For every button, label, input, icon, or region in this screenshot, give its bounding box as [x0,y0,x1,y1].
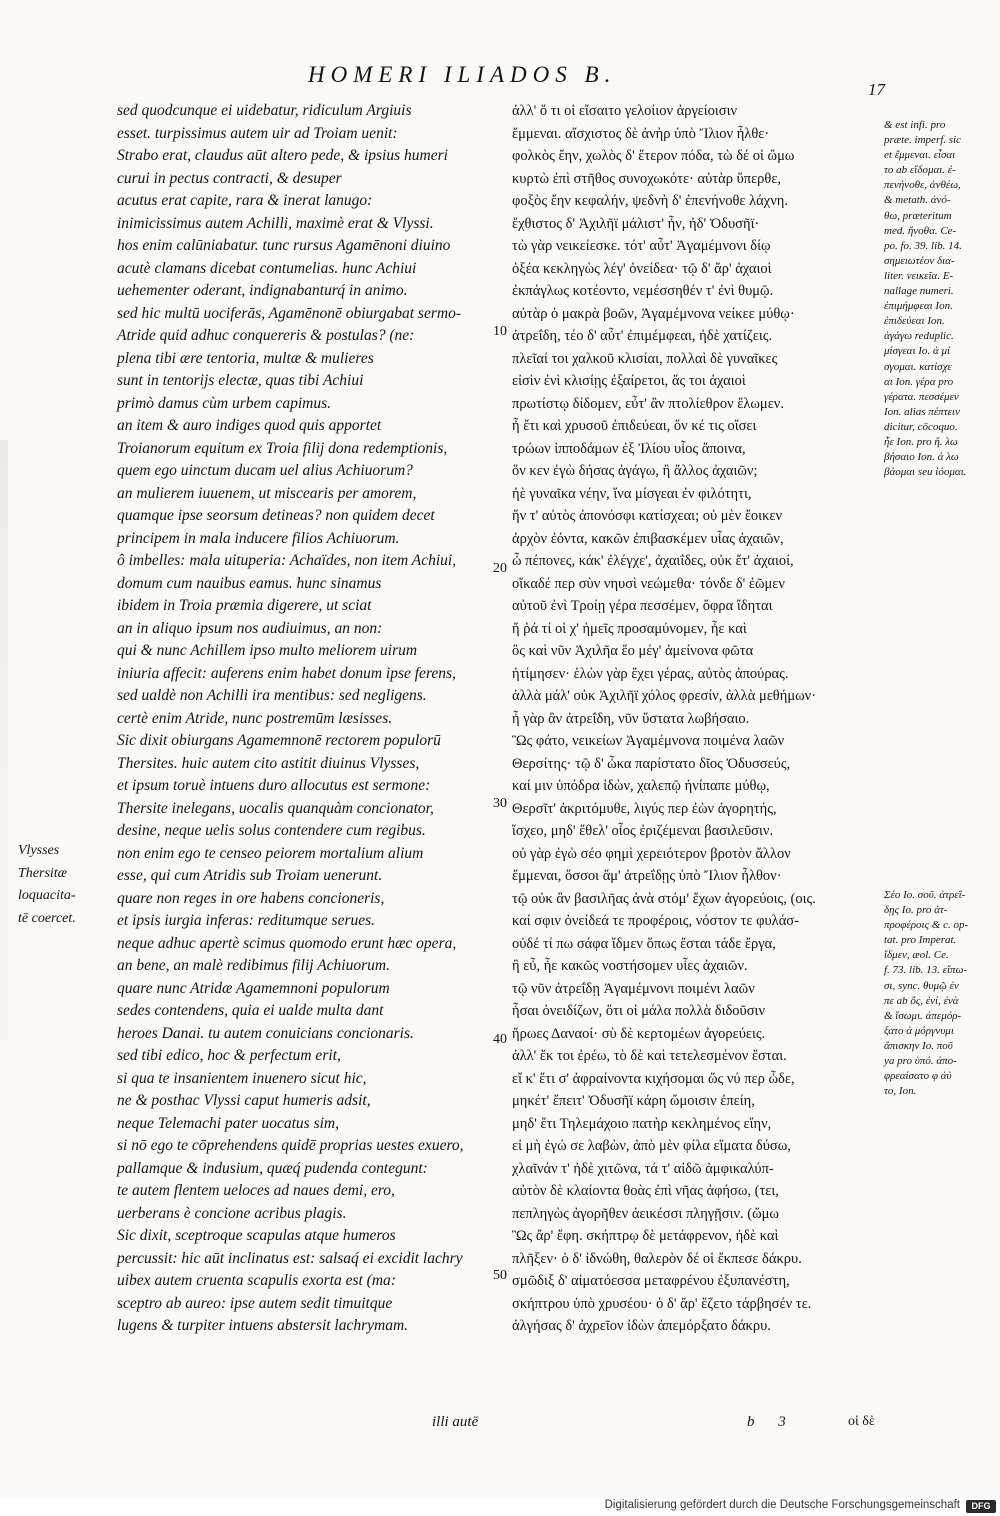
greek-line: ἀλλ' ἔκ τοι ἐρέω, τὸ δὲ καὶ τετελεσμένον ἔσται. [512,1048,787,1064]
latin-line: acutè clamans dicebat contumelias. hunc Achiui [117,259,417,277]
latin-translation-column [117,100,493,1338]
latin-line: heroes Danai. tu autem conuicians concionaris. [117,1024,414,1042]
greek-line: ἢ εὖ, ἦε κακῶς νοστήσομεν υἷες ἀχαιῶν. [512,958,748,974]
greek-line: ἥν τ' αὐτὸς ἀπονόσφι κατίσχεαι; οὐ μὲν ἔοικεν [512,508,783,524]
line-number: 50 [493,1268,507,1283]
line-number: 20 [493,561,507,576]
marginal-note-line: tē coercet. [18,910,76,926]
greek-line: οἴκαδέ περ σὺν νηυσὶ νεώμεθα· τόνδε δ' ἐῶμεν [512,575,785,592]
latin-line: an item & auro indiges quod quis apportet [117,417,382,434]
greek-line: μηδ' ἔτι Τηλεμάχοιο πατὴρ κεκλημένος εἴην, [512,1115,772,1132]
digitization-footer [0,1498,1000,1516]
running-title: HOMERI ILIADOS B. [308,62,617,87]
greek-line: πεπληγὼς ἀγορῆθεν ἀεικέσσι πληγῇσιν. (ὤμω [512,1205,779,1222]
greek-line: καί μιν ὑπόδρα ἰδὼν, χαλεπῷ ἠνίπαπε μύθῳ, [512,778,770,794]
latin-line: sceptro ab aureo: ipse autem sedit timuitque [117,1294,393,1312]
greek-line: κυρτὼ ἐπὶ στῆθος συνοχωκότε· αὐτὰρ ὕπερθε, [512,170,782,187]
marginal-note-line: Thersitæ [18,865,68,881]
greek-line: ἀλγήσας δ' ἀχρεῖον ἰδὼν ἀπεμόρξατο δάκρυ. [512,1318,771,1334]
latin-line: ibidem in Troia præmia digerere, ut sciat [117,597,372,614]
greek-line: ἠὲ γυναῖκα νέην, ἵνα μίσγεαι ἐν φιλότητι, [512,485,752,502]
latin-line: si qua te insanientem inuenero sicut hic, [117,1069,367,1087]
latin-line: qui & nunc Achillem ipso multo meliorem uirum [117,642,418,659]
greek-line: εἰσὶν ἐνὶ κλισίῃς ἐξαίρετοι, ἅς τοι ἀχαιοὶ [512,373,746,389]
gloss-line: ἦε Ion. pro ἢ. λω [884,435,958,448]
gloss-line: μίσγεαι Io. ἀ μί [884,345,951,358]
gloss-line: σι, sync. θυμῷ ἐν [884,979,959,992]
gloss-line: ἐπιμήμφεαι Ion. [884,300,953,313]
gloss-line: πενήνοθε, ἀνθέω, [884,179,961,192]
marginal-gloss-bottom [884,888,994,1099]
gloss-line: γέρατα. πεσσέμεν [884,390,959,403]
greek-line: ἔχθιστος δ' Ἀχιλῆϊ μάλιστ' ἦν, ἠδ' Ὀδυσῆϊ· [512,215,760,232]
gloss-line: δῃς Io. pro ἀτ- [884,904,948,917]
greek-line: ἤ ῥά τί οἱ χ' ἡμεῖς προσαμύνομεν, ἦε καὶ [512,620,747,637]
greek-line: τρώων ἱπποδάμων ἐξ Ἰλίου υἷος ἄποινα, [512,440,746,457]
marginal-note-line: loquacita- [18,888,76,903]
latin-line: Thersites. huic autem cito astitit diuinus Vlysses, [117,754,420,772]
latin-line: sed tibi edico, hoc & perfectum erit, [117,1047,341,1064]
gloss-line: po. fo. 39. lib. 14. [884,239,962,252]
gloss-line: ἴδμεν, æol. Ce. [884,949,949,962]
marginal-note-line: Vlysses [18,843,60,858]
latin-line: desine, neque uelis solus contendere cum regibus. [117,822,426,839]
gloss-line: αι Ion. γέρα pro [884,375,954,388]
greek-line: αὐτὰρ ὁ μακρὰ βοῶν, Ἀγαμέμνονα νείκεε μύθῳ· [512,305,795,322]
gloss-line: ξατο ἀ μόργνυμι [884,1024,954,1037]
greek-line: τῷ οὐκ ἂν βασιλῆας ἀνὰ στόμ' ἔχων ἀγορεύοις, (οις. [512,890,816,907]
latin-line: non enim ego te censeo peiorem mortalium alium [117,844,424,862]
greek-line: Ὣς φάτο, νεικείων Ἀγαμέμνονα ποιμένα λαῶν [512,733,785,749]
latin-line: Troianorum equitum ex Troia filij dona redemptionis, [117,439,448,457]
latin-line: uehementer oderant, indignabanturq́ in animo. [117,282,408,299]
latin-line: si nō ego te cōprehendens quidē proprias uestes exuero, [117,1137,464,1154]
latin-line: Strabo erat, claudus aūt altero pede, & ipsius humeri [117,147,448,164]
greek-line: Θερσίτης· τῷ δ' ὦκα παρίστατο δῖος Ὀδυσσεύς, [512,755,791,772]
latin-line: inimicissimus autem Achilli, maximè erat & Vlyssi. [117,214,434,232]
greek-line: ἀτρεΐδη, τέο δ' αὖτ' ἐπιμέμφεαι, ἠδὲ χατίζεις. [512,328,773,344]
greek-line: ὦ πέπονες, κάκ' ἐλέγχε', ἀχαιΐδες, οὐκ ἔτ' ἀχαιοί, [512,553,794,569]
greek-line: ἐκπάγλως κοτέοντο, νεμέσσηθέν τ' ἐνὶ θυμῷ. [512,283,774,299]
latin-line: neque Telemachi pater uocatus sim, [117,1114,339,1132]
greek-line: οὐδέ τί πω σάφα ἴδμεν ὅπως ἔσται τάδε ἔργα, [512,935,776,952]
latin-line: esse, qui cum Atridis sub Troiam uenerunt. [117,867,383,884]
greek-line: ὅν κεν ἐγὼ δήσας ἀγάγω, ἢ ἄλλος ἀχαιῶν; [512,463,758,479]
gloss-line: θω, præteritum [884,209,952,222]
bleed-through-shadow [0,440,8,1040]
funding-credit: Digitalisierung gefördert durch die Deutsche Forschungsgemeinschaft [604,1499,960,1511]
latin-line: iniuria affecit: auferens enim habet donum ipse ferens, [117,664,456,682]
greek-line: εἴ κ' ἔτι σ' ἀφραίνοντα κιχήσομαι ὥς νύ περ ὧδε, [512,1070,795,1087]
dfg-logo: DFG [966,1500,996,1513]
marginal-gloss-top [884,118,994,480]
latin-line: curui in pectus contracti, & desuper [117,169,342,187]
greek-line: σκήπτρου ὑπὸ χρυσέου· ὁ δ' ἄρ' ἕζετο τάρβησέν τε. [512,1295,812,1312]
gloss-line: πε ab ὄς, ἐνί, ἐνὰ [884,994,959,1007]
greek-line: πρωτίστῳ δίδομεν, εὖτ' ἂν πτολίεθρον ἕλωμεν. [512,395,784,412]
greek-line: ὃς καὶ νῦν Ἀχιλῆα ἕο μέγ' ἀμείνονα φῶτα [512,643,754,659]
latin-line: et ipsis iurgia inferas: reditumque serues. [117,912,376,929]
greek-line: αὐτοῦ ἐνὶ Τροίῃ γέρα πεσσέμεν, ὄφρα ἴδηται [512,598,773,614]
greek-line: οὐ γὰρ ἐγὼ σέο φημὶ χερειότερον βροτὸν ἄλλον [512,845,791,862]
greek-line: τῷ νῦν ἀτρεΐδῃ Ἀγαμέμνονι ποιμένι λαῶν [512,980,755,997]
gloss-line: φρεαίσατο φ ἀὐ [884,1070,952,1083]
gloss-line: σημειωτέον δια- [884,254,955,267]
line-number: 40 [493,1032,507,1047]
latin-line: percussit: hic aūt inclinatus est: salsaq́ ei excidit lachry [117,1249,463,1267]
greek-line: μηκέτ' ἔπειτ' Ὀδυσῆϊ κάρη ὤμοισιν ἐπείη, [512,1093,755,1109]
latin-line: an mulierem iuuenem, ut miscearis per amorem, [117,484,417,502]
gloss-line: liter. νεικεῖα. E- [884,269,954,282]
greek-line: ὀξέα κεκληγὼς λέγ' ὀνείδεα· τῷ δ' ἄρ' ἀχαιοὶ [512,260,772,277]
latin-line: acutus erat capite, rara & inerat lanugo: [117,192,373,209]
latin-line: sedes contendens, quia ei ualde multa dant [117,1002,384,1019]
catchword-latin: illi autē [432,1414,479,1430]
greek-line: ἔμμεναι, ὅσσοι ἅμ' ἀτρεΐδῃς ὑπὸ Ἴλιον ἦλθον· [512,868,782,884]
gloss-line: βήσαιο Ion. ἀ λω [884,451,959,464]
latin-line: sed quodcunque ei uidebatur, ridiculum Argiuis [117,102,412,119]
greek-line: πλεῖαί τοι χαλκοῦ κλισίαι, πολλαὶ δὲ γυναῖκες [512,350,778,367]
latin-line: Atride quid adhuc conquereris & postulas? (ne: [117,327,415,344]
latin-line: an in aliquo ipsum nos audiuimus, an non: [117,619,383,637]
latin-line: pallamque & indusium, quæq́ pudenda contegunt: [117,1159,428,1177]
gloss-line: & metath. ἀνό- [884,194,951,207]
latin-line: primò damus cùm urbem capimus. [117,394,331,412]
latin-line: sunt in tentorijs electæ, quas tibi Achiui [117,372,364,389]
greek-line: τὼ γὰρ νεικείεσκε. τότ' αὖτ' Ἀγαμέμνονι δίῳ [512,238,771,254]
latin-line: neque adhuc apertè scimus quomodo erunt hæc opera, [117,934,457,952]
latin-line: uibex autem cruenta scapulis exorta est (ma: [117,1272,396,1289]
gloss-line: ya pro ὑπό. ἀπο- [884,1055,957,1068]
latin-line: et ipsum toruè intuens duro allocutus est sermone: [117,777,431,794]
greek-line: αὐτὸν δὲ κλαίοντα θοὰς ἐπὶ νῆας ἀφήσω, (τει, [512,1183,779,1199]
page-number: 17 [868,80,885,99]
latin-line: esset. turpissimus autem uir ad Troiam uenit: [117,124,398,142]
gloss-line: προφέροις & c. op- [884,919,969,932]
line-number: 30 [493,796,507,811]
gloss-line: σγομαι. κατίσχε [884,360,952,373]
latin-line: principem in mala inducere filios Achiuorum. [117,529,400,547]
greek-line: ἴσχεο, μηδ' ἔθελ' οἶος ἐριζέμεναι βασιλεῦσιν. [512,823,774,839]
gloss-line: Σέο Io. σοῦ. ἀτρεΐ- [884,889,966,901]
latin-line: quem ego uinctum ducam uel alius Achiuorum? [117,462,413,479]
latin-line: an bene, an malè redibimus filij Achiuorum. [117,957,390,974]
greek-line: Ὣς ἄρ' ἔφη. σκήπτρῳ δὲ μετάφρενον, ἠδὲ καὶ [512,1228,779,1244]
latin-line: hos enim calūniabatur. tunc rursus Agamēnoni diuino [117,237,451,254]
gloss-line: med. ἤνοθα. Ce- [884,224,957,237]
line-number: 10 [493,324,507,339]
gloss-line: et ἔμμεναι. εἶσαι [884,149,956,162]
gloss-line: f. 73. lib. 13. εἴπω- [884,964,967,977]
latin-line: quare non reges in ore habens concioneris, [117,889,385,907]
greek-line: ἧσαι ὀνειδίζων, ὅτι οἱ μάλα πολλὰ διδοῦσιν [512,1003,766,1019]
gloss-line: nallage numeri. [884,285,954,298]
gloss-line: Ion. alias πέπτειν [884,405,960,418]
latin-line: certè enim Atride, nunc postremūm læsisses. [117,709,393,727]
gloss-line: & est infi. pro [884,119,946,131]
gloss-line: & ἴσωμι. ἀπεμόρ- [884,1009,962,1022]
greek-line: φολκὸς ἔην, χωλὸς δ' ἕτερον πόδα, τὼ δέ οἱ ὤμω [512,148,795,164]
latin-line: quamque ipse seorsum detineas? non quidem decet [117,507,435,524]
latin-line: plena tibi ære tentoria, multæ & mulieres [117,349,374,367]
gloss-line: το, Ion. [884,1085,917,1098]
greek-line: καί σφιν ὀνείδεά τε προφέροις, νόστον τε φυλάσ- [512,913,799,929]
gloss-line: dicitur, cōcoquo. [884,420,958,433]
gloss-line: ἀγάγω reduplic. [884,330,954,343]
greek-line: ἀλλὰ μάλ' οὐκ Ἀχιλῆϊ χόλος φρεσίν, ἀλλὰ μεθήμων· [512,688,817,704]
gloss-line: βάομαι seu ἰόομαι. [884,466,967,479]
latin-line: sed hic multū uociferās, Agamēnonē obiurgabat sermo- [117,304,461,322]
greek-line: πλῆξεν· ὁ δ' ἰδνώθη, θαλερὸν δέ οἱ ἔκπεσε δάκρυ. [512,1250,802,1267]
latin-line: Sic dixit obiurgans Agamemnonē rectorem populorū [117,732,441,749]
latin-line: Sic dixit, sceptroque scapulas atque humeros [117,1227,396,1244]
latin-line: lugens & turpiter intuens abstersit lachrymam. [117,1317,409,1334]
greek-line: ἀρχὸν ἐόντα, κακῶν ἐπιβασκέμεν υἷας ἀχαιῶν, [512,530,784,547]
greek-line: ἔμμεναι. αἴσχιστος δὲ ἀνὴρ ὑπὸ Ἴλιον ἦλθε· [512,125,770,142]
greek-line: Θερσῖτ' ἀκριτόμυθε, λιγύς περ ἐὼν ἀγορητής, [512,800,777,817]
latin-line: domum cum nauibus eamus. hunc sinamus [117,574,382,592]
gloss-line: ἄπισκην Io. ποῦ [884,1039,953,1052]
latin-line: ô imbelles: mala uituperia: Achaïdes, non item Achiui, [117,552,457,569]
gloss-line: tat. pro Imperat. [884,934,957,947]
catchword-greek: οἱ δὲ [848,1414,875,1429]
latin-line: quare nunc Atridæ Agamemnoni populorum [117,979,390,997]
signature-mark: b 3 [747,1414,786,1430]
gloss-line: ἐπιδεύεαι Ion. [884,315,945,328]
greek-line: ἦ γὰρ ἂν ἀτρεΐδη, νῦν ὕστατα λωβήσαιο. [512,710,750,727]
latin-line: Thersite inelegans, uocalis quanquàm concionator, [117,799,434,817]
greek-line: ἀλλ' ὅ τι οἱ εἴσαιτο γελοίιον ἀργείοισιν [512,103,738,119]
greek-line: ἦ ἔτι καὶ χρυσοῦ ἐπιδεύεαι, ὅν κέ τις οἴσει [512,418,757,434]
greek-line: φοξὸς ἔην κεφαλήν, ψεδνὴ δ' ἐπενήνοθε λάχνη. [512,193,788,209]
greek-line: ἠτίμησεν· ἑλὼν γὰρ ἔχει γέρας, αὐτὸς ἀπούρας. [512,665,789,682]
latin-line: ne & posthac Vlyssi caput humeris adsit, [117,1092,371,1109]
latin-line: te autem flentem ueloces ad naues demi, ero, [117,1182,395,1199]
gloss-line: præte. imperf. sic [884,134,961,147]
greek-line: σμῶδιξ δ' αἱματόεσσα μεταφρένου ἐξυπανέστη, [512,1273,790,1289]
marginal-note-left [18,840,114,930]
latin-line: uerberans è concione acribus plagis. [117,1204,347,1222]
greek-line: χλαῖνάν τ' ἠδὲ χιτῶνα, τά τ' αἰδῶ ἀμφικαλύπ- [512,1160,774,1177]
latin-line: sed ualdè non Achilli ira mentibus: sed negligens. [117,687,427,704]
greek-text-column [512,100,872,1338]
greek-line: εἰ μὴ ἐγώ σε λαβὼν, ἀπὸ μὲν φίλα εἵματα δύσω, [512,1138,791,1154]
gloss-line: το ab εἴδομαι. ἐ- [884,164,956,177]
greek-line: ἥρωες Δαναοί· σὺ δὲ κερτομέων ἀγορεύεις. [512,1025,766,1042]
